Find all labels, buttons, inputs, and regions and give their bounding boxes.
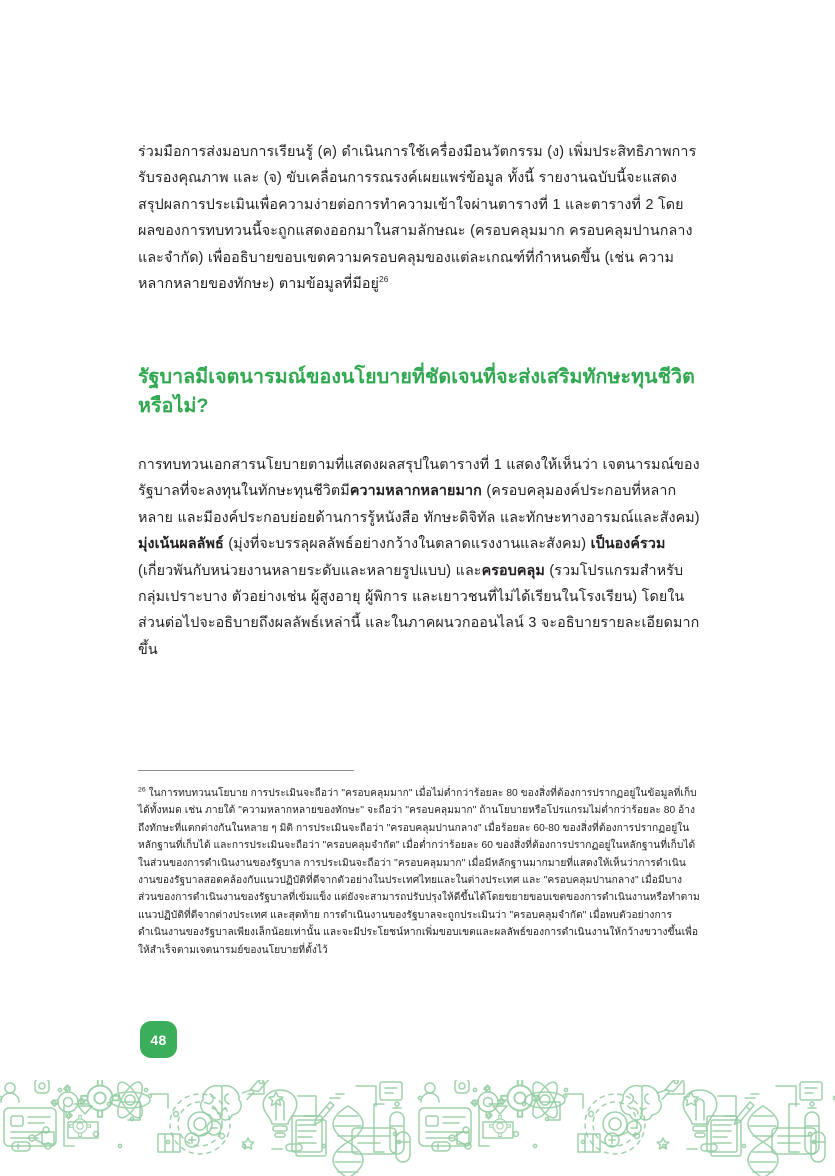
body-emphasis-holistic: เป็นองค์รวม — [590, 536, 666, 553]
body-text-segment-2: (ครอบคลุมองค์ประกอบที่หลากหลาย และมีองค์ประกอบย่อยด้านการรู้หนังสือ ทักษะดิจิทัล และทักษะทางอารมณ์และสังคม) — [138, 483, 700, 526]
footnote-reference-26[interactable]: 26 — [379, 274, 389, 285]
body-emphasis-diverse: ความหลากหลายมาก — [349, 483, 482, 500]
footer-decoration-band — [0, 1080, 835, 1176]
footnote-marker: 26 — [138, 786, 146, 794]
body-emphasis-outcome-focused: มุ่งเน้นผลลัพธ์ — [138, 536, 224, 553]
footer-pattern-tile-right — [4, 1080, 822, 1176]
intro-paragraph — [138, 139, 700, 297]
footnote-body-text: ในการทบทวนนโยบาย การประเมินจะถือว่า "ครอบคลุมมาก" เมื่อไม่ต่ำกว่าร้อยละ 80 ของสิ่งที่ต้องการปรากฏอยู่ในข้อมูลที่เก็บได้ทั้งหมด เช่น ภายใต้ "ความหลากหลายของทักษะ" จะถือว่า "ครอบคลุมมาก" ถ้านโยบายหรือโปรแกรมไม่ต่ำกว่าร้อยละ 80 อ้างถึงทักษะที่แตกต่างกันในหลาย ๆ มิติ การประเมินจะถือว่า "ครอบคลุมปานกลาง" เมื่อร้อยละ 60-80 ของสิ่งที่ต้องการปรากฏอยู่ในหลักฐานที่เก็บได้ และการประเมินจะถือว่า "ครอบคลุมจำกัด" เมื่อต่ำกว่าร้อยละ 60 ของสิ่งที่ต้องการปรากฏอยู่ในหลักฐานที่เก็บได้ ในส่วนของการดำเนินงานของรัฐบาล การประเมินจะถือว่า "ครอบคลุมมาก" เมื่อมีหลักฐานมากมายที่แสดงให้เห็นว่าการดำเนินงานของรัฐบาลสอดคล้องกับแนวปฏิบัติที่ดีจากตัวอย่างในประเทศไทยและในต่างประเทศ และ "ครอบคลุมปานกลาง" เมื่อมีบางส่วนของการดำเนินงานของรัฐบาลที่เข้มแข็ง แต่ยังจะสามารถปรับปรุงให้ดีขึ้นได้โดยขยายขอบเขตของการดำเนินงานหรือทำตามแนวปฏิบัติที่ดีจากต่างประเทศ และสุดท้าย การดำเนินงานของรัฐบาลจะถูกประเมินว่า "ครอบคลุมจำกัด" เมื่อพบตัวอย่างการดำเนินงานของรัฐบาลเพียงเล็กน้อยเท่านั้น และจะมีประโยชน์หากเพิ่มขอบเขตและผลลัพธ์ของการดำเนินงานให้กว้างขวางขึ้นเพื่อให้สำเร็จตามเจตนารมย์ของนโยบายที่ตั้งไว้ — [138, 788, 700, 956]
page-number-badge: 48 — [140, 1021, 177, 1058]
footnote-entry-26 — [138, 785, 700, 959]
body-paragraph — [138, 452, 700, 663]
body-text-segment-5: (รวมโปรแกรมสำหรับกลุ่มเปราะบาง ตัวอย่างเช่น ผู้สูงอายุ ผู้พิการ และเยาวชนที่ไม่ได้เรียนในโรงเรียน) โดยในส่วนต่อไปจะอธิบายถึงผลลัพธ์เหล่านี้ และในภาคผนวกออนไลน์ 3 จะอธิบายรายละเอียดมากขึ้น — [138, 562, 700, 658]
body-emphasis-inclusive: ครอบคลุม — [481, 562, 545, 579]
footnote-block — [138, 770, 700, 959]
intro-paragraph-text: ร่วมมือการส่งมอบการเรียนรู้ (ค) ดำเนินการใช้เครื่องมือนวัตกรรม (ง) เพิ่มประสิทธิภาพการรับรองคุณภาพ และ (จ) ขับเคลื่อนการรณรงค์เผยแพร่ข้อมูล ทั้งนี้ รายงานฉบับนี้จะแสดงสรุปผลการประเมินเพื่อความง่ายต่อการทำความเข้าใจผ่านตารางที่ 1 และตารางที่ 2 โดยผลของการทบทวนนี้จะถูกแสดงออกมาในสามลักษณะ (ครอบคลุมมาก ครอบคลุมปานกลาง และจำกัด) เพื่ออธิบายขอบเขตความครอบคลุมของแต่ละเกณฑ์ที่กำหนดขึ้น (เช่น ความหลากหลายของทักษะ) ตามข้อมูลที่มีอยู่ — [138, 144, 697, 293]
footnote-divider — [138, 770, 354, 771]
body-text-segment-4: (เกี่ยวพันกับหน่วยงานหลายระดับและหลายรูปแบบ) และ — [138, 562, 482, 579]
body-text-segment-3: (มุ่งที่จะบรรลุผลลัพธ์อย่างกว้างในตลาดแรงงานและสังคม) — [223, 536, 591, 553]
body-text-segment-1: การทบทวนเอกสารนโยบายตามที่แสดงผลสรุปในตารางที่ 1 แสดงให้เห็นว่า เจตนารมณ์ของรัฐบาลที่จะลงทุนในทักษะทุนชีวิตมี — [138, 457, 700, 500]
section-heading: รัฐบาลมีเจตนารมณ์ของนโยบายที่ชัดเจนที่จะส่งเสริมทักษะทุนชีวิตหรือไม่? — [138, 366, 695, 417]
